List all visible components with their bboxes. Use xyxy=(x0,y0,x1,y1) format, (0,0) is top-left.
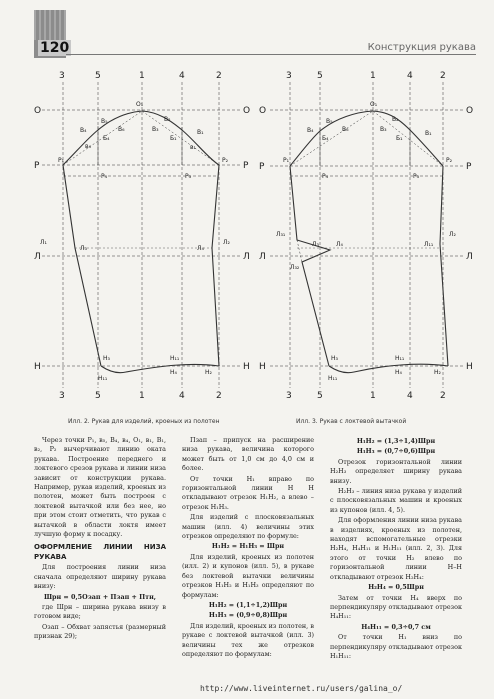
paragraph: Для оформления линии низа рукава в изделиях, кроеных из полотен, находят вспомогательные отрезки Н₂Н₄, Н₄Н₁₁ и Н₁Н₁₁ (илл. 2, 3). Для этого от точки Н₂ влево по горизонтальной линии Н–Н откладывают отрезок Н₂Н₄: xyxy=(330,516,462,581)
text-column-1 xyxy=(34,436,166,643)
text-column-2 xyxy=(182,436,314,660)
svg-text:1: 1 xyxy=(370,391,376,401)
svg-text:Р: Р xyxy=(259,162,265,172)
svg-text:Л₄: Л₄ xyxy=(197,245,204,252)
svg-text:В₃: В₃ xyxy=(380,126,387,133)
svg-text:1: 1 xyxy=(139,71,145,81)
svg-text:В₄: В₄ xyxy=(307,127,314,134)
paragraph: Затем от точки Н₄ вверх по перпендикуляру откладывают отрезок Н₄Н₁₁: xyxy=(330,593,462,621)
figure-left xyxy=(42,82,240,388)
svg-text:Н: Н xyxy=(34,362,41,372)
svg-text:Н₃: Н₃ xyxy=(331,355,338,362)
formula: Н₄Н₁₁ = 0,3÷0,7 см xyxy=(361,622,431,631)
svg-text:Л₃: Л₃ xyxy=(312,241,319,248)
paragraph: Для изделий, кроеных из полотен, в рукаве с локтевой вытачкой (илл. 3) величины тех же отрезков определяют по формулам: xyxy=(182,621,314,658)
paragraph: Для изделий с плосковязальных машин (илл. 4) величины этих отрезков определяют по формуле: xyxy=(182,513,314,541)
svg-text:В₂: В₂ xyxy=(164,116,171,123)
svg-text:В₅: В₅ xyxy=(326,118,333,125)
svg-text:3: 3 xyxy=(286,391,292,401)
svg-text:Н: Н xyxy=(243,362,250,372)
svg-text:Л₃₁: Л₃₁ xyxy=(276,231,286,238)
svg-text:Р₂: Р₂ xyxy=(446,157,453,164)
svg-text:Н₃: Н₃ xyxy=(103,355,110,362)
paragraph: Озап – Обхват запястья (размерный признак 29); xyxy=(34,622,166,641)
svg-text:О₁: О₁ xyxy=(370,101,378,108)
svg-text:5: 5 xyxy=(95,71,101,81)
svg-text:О: О xyxy=(466,106,474,116)
paragraph: От точки Н₁ вправо по горизонтальной линии Н Н откладывают отрезок Н₁Н₂, а влево – отрезок Н₁Н₃. xyxy=(182,474,314,511)
svg-text:Р: Р xyxy=(34,161,40,171)
formula: Н₁Н₃ = (0,9÷0,8)Шрн xyxy=(208,611,288,620)
svg-text:3: 3 xyxy=(59,391,65,401)
svg-text:В₃: В₃ xyxy=(152,126,159,133)
svg-text:Н₁₁: Н₁₁ xyxy=(395,355,405,362)
svg-text:Л₃₂: Л₃₂ xyxy=(290,264,300,271)
svg-text:Н₁₁: Н₁₁ xyxy=(98,375,108,382)
svg-text:О: О xyxy=(34,106,42,116)
formula: Н₂Н₄ = 0,5Шрн xyxy=(368,583,424,592)
paragraph: Пзап – припуск на расширение низа рукава, величина которого может быть от 1,0 см до 4,0 см и более. xyxy=(182,436,314,473)
svg-text:Б₁: Б₁ xyxy=(396,135,403,142)
svg-text:Р: Р xyxy=(243,161,249,171)
svg-text:в₄: в₄ xyxy=(85,143,91,150)
svg-text:Б₄: Б₄ xyxy=(103,135,110,142)
svg-text:4: 4 xyxy=(407,391,413,401)
svg-text:Л: Л xyxy=(466,252,473,262)
formula: Н₁Н₂ = (1,1÷1,2)Шрн xyxy=(208,600,288,609)
svg-text:5: 5 xyxy=(95,391,101,401)
figure-right xyxy=(270,82,464,388)
formula: Н₁Н₂ = Н₁Н₃ = Шрн xyxy=(211,542,285,551)
figure-right-labels xyxy=(259,71,473,401)
paragraph: где Шрн – ширина рукава внизу в готовом виде; xyxy=(34,602,166,621)
svg-text:Б₁: Б₁ xyxy=(170,135,177,142)
page-number: 120 xyxy=(40,40,70,56)
svg-text:В₁: В₁ xyxy=(425,130,432,137)
svg-text:Р₄: Р₄ xyxy=(101,173,108,180)
svg-text:Н: Н xyxy=(259,362,266,372)
figure-right-caption: Илл. 3. Рукав с локтевой вытачкой xyxy=(296,418,407,425)
svg-text:2: 2 xyxy=(440,391,446,401)
paragraph: Для изделий, кроеных из полотен (илл. 2) и купонов (илл. 5), в рукаве без локтевой вытачки величины отрезков Н₁Н₂ и Н₁Н₃ определяют по формулам: xyxy=(182,552,314,599)
svg-text:Б₄: Б₄ xyxy=(322,135,329,142)
svg-text:Н₁₁: Н₁₁ xyxy=(170,355,180,362)
svg-text:Н: Н xyxy=(466,362,473,372)
svg-text:Л: Л xyxy=(34,252,41,262)
source-url: http://www.liveinternet.ru/users/galina_o/ xyxy=(200,684,403,693)
svg-text:1: 1 xyxy=(370,71,376,81)
svg-text:4: 4 xyxy=(179,391,185,401)
svg-text:Р₃: Р₃ xyxy=(185,173,192,180)
svg-text:3: 3 xyxy=(286,71,292,81)
svg-text:В₆: В₆ xyxy=(342,126,349,133)
text-column-3 xyxy=(330,436,462,662)
svg-text:в₁: в₁ xyxy=(190,144,196,151)
svg-text:Р₃: Р₃ xyxy=(413,173,420,180)
svg-text:Л: Л xyxy=(243,252,250,262)
paragraph: Н₂Н₃ – линия низа рукава у изделий с плосковязальных машин и кроеных из купонов (илл. 4, 5). xyxy=(330,487,462,514)
svg-text:Л₂: Л₂ xyxy=(449,231,456,238)
svg-text:Н₂: Н₂ xyxy=(205,369,212,376)
svg-text:2: 2 xyxy=(216,71,222,81)
svg-text:1: 1 xyxy=(139,391,145,401)
svg-text:В₆: В₆ xyxy=(118,126,125,133)
svg-text:О: О xyxy=(259,106,267,116)
svg-text:Н₁₁: Н₁₁ xyxy=(328,375,338,382)
svg-text:Л: Л xyxy=(259,252,266,262)
paragraph: Для построения линии низа сначала определяют ширину рукава внизу: xyxy=(34,563,166,591)
svg-text:Н₄: Н₄ xyxy=(395,369,402,376)
svg-text:В₁: В₁ xyxy=(197,129,204,136)
svg-text:В₅: В₅ xyxy=(101,118,108,125)
svg-text:Р: Р xyxy=(466,162,472,172)
svg-text:4: 4 xyxy=(179,71,185,81)
svg-text:Н₂: Н₂ xyxy=(434,369,441,376)
mark-3-top-left: 3 xyxy=(59,71,65,81)
svg-text:О₁: О₁ xyxy=(136,101,144,108)
svg-text:2: 2 xyxy=(440,71,446,81)
svg-text:Р₄: Р₄ xyxy=(322,173,329,180)
svg-text:5: 5 xyxy=(317,71,323,81)
svg-text:Н₄: Н₄ xyxy=(170,369,177,376)
paragraph: От точки Н₁ вниз по перпендикуляру откладывают отрезок Н₁Н₁₁: xyxy=(330,633,462,660)
svg-text:Л₁: Л₁ xyxy=(40,239,47,246)
svg-text:Л₄: Л₄ xyxy=(336,241,343,248)
svg-text:Л₁₁: Л₁₁ xyxy=(424,241,434,248)
svg-text:Р₂: Р₂ xyxy=(222,157,229,164)
svg-text:Р₁: Р₁ xyxy=(283,157,290,164)
svg-text:Л₂: Л₂ xyxy=(223,239,230,246)
svg-text:Р₁: Р₁ xyxy=(58,157,65,164)
formula: Н₁Н₃ = (0,7÷0,6)Шрн xyxy=(356,447,436,456)
paragraph: Отрезок горизонтальной линии Н₂Н₃ определяет ширину рукава внизу. xyxy=(330,457,462,485)
svg-text:2: 2 xyxy=(216,391,222,401)
svg-text:О: О xyxy=(243,106,251,116)
section-title: Конструкция рукава xyxy=(367,42,476,53)
svg-text:Л₃: Л₃ xyxy=(80,245,87,252)
svg-text:5: 5 xyxy=(317,391,323,401)
svg-text:4: 4 xyxy=(407,71,413,81)
formula: Н₁Н₂ = (1,3÷1,4)Шрн xyxy=(356,437,436,445)
section-heading: ОФОРМЛЕНИЕ ЛИНИИ НИЗА РУКАВА xyxy=(34,543,166,561)
svg-text:В₂: В₂ xyxy=(392,116,399,123)
paragraph: Через точки Р₁, в₅, В₄, в₄, О₁, в₁, В₁, в₂, Р₂ вычерчивают линию оката рукава. Построение переднего и локтевого срезов рукава и линии низа зависит от конструкции рукава. Например, рукав изделий, кроеных из полотен, может быть построен с локтевой вытачкой или без нее, но при этом стоит отметить, что рукав с вытачкой в области локтя имеет лучшую форму к посадку. xyxy=(34,436,166,539)
svg-text:В₄: В₄ xyxy=(80,127,87,134)
formula: Шрн = 0,5Озап + Пзап + Птн, xyxy=(43,592,157,601)
figure-left-caption: Илл. 2. Рукав для изделий, кроеных из полотен xyxy=(68,418,220,425)
